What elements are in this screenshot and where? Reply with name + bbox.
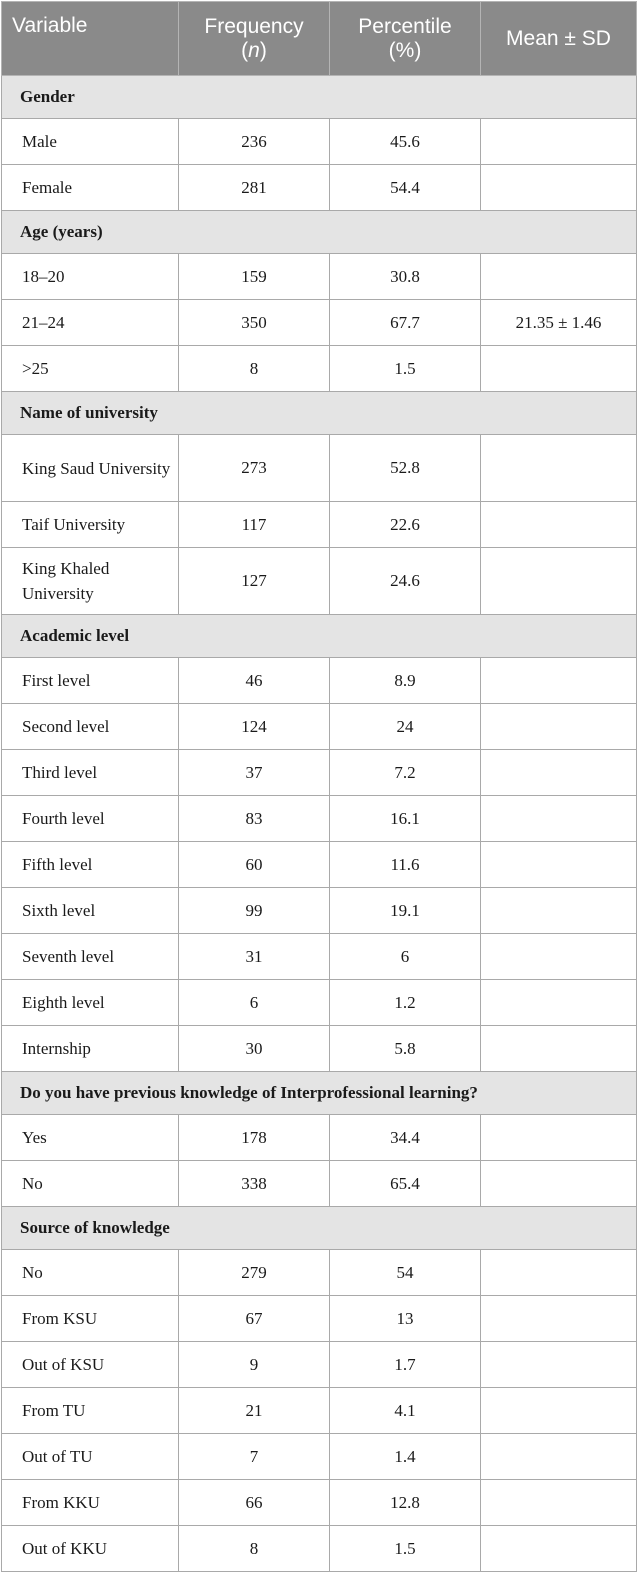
table-row [2, 1342, 637, 1388]
row-frequency: 8 [179, 346, 330, 392]
row-frequency: 279 [179, 1250, 330, 1296]
row-mean-sd [481, 502, 637, 548]
row-frequency: 127 [179, 548, 330, 615]
header-percentile-unit: (%) [388, 38, 422, 62]
table-row [2, 980, 637, 1026]
table-row [2, 750, 637, 796]
table-row [2, 658, 637, 704]
row-frequency: 60 [179, 842, 330, 888]
row-percentile: 24 [330, 704, 481, 750]
table-row [2, 704, 637, 750]
row-label: First level [2, 658, 179, 704]
header-mean-sd: Mean ± SD [481, 2, 637, 76]
row-frequency: 46 [179, 658, 330, 704]
table-row [2, 1434, 637, 1480]
row-label: Sixth level [2, 888, 179, 934]
row-percentile: 6 [330, 934, 481, 980]
row-percentile: 1.4 [330, 1434, 481, 1480]
table-row [2, 346, 637, 392]
row-mean-sd [481, 1434, 637, 1480]
row-label: Yes [2, 1115, 179, 1161]
row-frequency: 178 [179, 1115, 330, 1161]
row-label: Female [2, 165, 179, 211]
row-label: Out of KSU [2, 1342, 179, 1388]
table-row [2, 1526, 637, 1572]
table-row [2, 1115, 637, 1161]
row-percentile: 7.2 [330, 750, 481, 796]
row-mean-sd [481, 658, 637, 704]
table-row [2, 1480, 637, 1526]
row-mean-sd [481, 435, 637, 502]
row-frequency: 7 [179, 1434, 330, 1480]
row-mean-sd [481, 1161, 637, 1207]
header-percentile [330, 2, 481, 76]
row-label: From KKU [2, 1480, 179, 1526]
section-title: Gender [2, 76, 637, 119]
section-title: Academic level [2, 615, 637, 658]
header-frequency: Frequency (n) [179, 2, 330, 76]
row-percentile: 5.8 [330, 1026, 481, 1072]
table-row [2, 1161, 637, 1207]
row-mean-sd [481, 980, 637, 1026]
row-label: Male [2, 119, 179, 165]
row-percentile: 54.4 [330, 165, 481, 211]
section-row [2, 76, 637, 119]
row-frequency: 6 [179, 980, 330, 1026]
table-row [2, 548, 637, 615]
row-label: Internship [2, 1026, 179, 1072]
row-frequency: 21 [179, 1388, 330, 1434]
row-percentile: 8.9 [330, 658, 481, 704]
row-label: From KSU [2, 1296, 179, 1342]
row-frequency: 83 [179, 796, 330, 842]
row-percentile: 12.8 [330, 1480, 481, 1526]
table-header [2, 2, 637, 76]
row-frequency: 236 [179, 119, 330, 165]
row-percentile: 11.6 [330, 842, 481, 888]
row-frequency: 281 [179, 165, 330, 211]
row-mean-sd [481, 165, 637, 211]
section-row [2, 392, 637, 435]
row-percentile: 22.6 [330, 502, 481, 548]
row-percentile: 19.1 [330, 888, 481, 934]
section-row [2, 1207, 637, 1250]
row-frequency: 66 [179, 1480, 330, 1526]
section-row [2, 1072, 637, 1115]
row-mean-sd [481, 1388, 637, 1434]
table-body [2, 76, 637, 1572]
row-frequency: 67 [179, 1296, 330, 1342]
row-percentile: 16.1 [330, 796, 481, 842]
row-label: No [2, 1250, 179, 1296]
row-frequency: 273 [179, 435, 330, 502]
table-row [2, 1296, 637, 1342]
table-row [2, 1250, 637, 1296]
row-frequency: 117 [179, 502, 330, 548]
row-percentile: 24.6 [330, 548, 481, 615]
row-percentile: 1.5 [330, 346, 481, 392]
row-frequency: 37 [179, 750, 330, 796]
row-label: Out of KKU [2, 1526, 179, 1572]
row-percentile: 13 [330, 1296, 481, 1342]
section-row [2, 211, 637, 254]
row-label: King Saud University [2, 435, 179, 502]
header-frequency-label: Frequency [204, 14, 304, 38]
demographics-table [1, 1, 637, 1572]
table-row [2, 435, 637, 502]
row-percentile: 54 [330, 1250, 481, 1296]
row-mean-sd [481, 1115, 637, 1161]
row-mean-sd [481, 254, 637, 300]
row-mean-sd: 21.35 ± 1.46 [481, 300, 637, 346]
row-label: From TU [2, 1388, 179, 1434]
row-label: Fifth level [2, 842, 179, 888]
table-row [2, 1388, 637, 1434]
row-frequency: 350 [179, 300, 330, 346]
row-mean-sd [481, 842, 637, 888]
section-title: Do you have previous knowledge of Interprofessional learning? [2, 1072, 637, 1115]
row-mean-sd [481, 1342, 637, 1388]
row-label: Seventh level [2, 934, 179, 980]
row-percentile: 52.8 [330, 435, 481, 502]
table-row [2, 888, 637, 934]
row-frequency: 124 [179, 704, 330, 750]
header-frequency-n: n [248, 38, 260, 62]
table-row [2, 842, 637, 888]
row-percentile: 34.4 [330, 1115, 481, 1161]
row-mean-sd [481, 119, 637, 165]
row-mean-sd [481, 750, 637, 796]
row-mean-sd [481, 796, 637, 842]
section-title: Age (years) [2, 211, 637, 254]
row-frequency: 8 [179, 1526, 330, 1572]
row-mean-sd [481, 888, 637, 934]
row-label: Third level [2, 750, 179, 796]
row-percentile: 65.4 [330, 1161, 481, 1207]
row-percentile: 1.5 [330, 1526, 481, 1572]
table-row [2, 254, 637, 300]
row-frequency: 31 [179, 934, 330, 980]
row-frequency: 99 [179, 888, 330, 934]
row-mean-sd [481, 1526, 637, 1572]
table-row [2, 300, 637, 346]
row-frequency: 9 [179, 1342, 330, 1388]
row-percentile: 1.7 [330, 1342, 481, 1388]
table-row [2, 119, 637, 165]
row-frequency: 159 [179, 254, 330, 300]
table-row [2, 165, 637, 211]
table-row [2, 1026, 637, 1072]
header-percentile-label: Percentile [358, 14, 452, 38]
row-percentile: 4.1 [330, 1388, 481, 1434]
row-mean-sd [481, 1026, 637, 1072]
row-label: Fourth level [2, 796, 179, 842]
header-variable: Variable [2, 2, 179, 76]
row-label: Out of TU [2, 1434, 179, 1480]
row-label: Second level [2, 704, 179, 750]
row-label: No [2, 1161, 179, 1207]
section-title: Name of university [2, 392, 637, 435]
row-mean-sd [481, 346, 637, 392]
row-percentile: 30.8 [330, 254, 481, 300]
row-label: 18–20 [2, 254, 179, 300]
row-label: 21–24 [2, 300, 179, 346]
row-label: Taif University [2, 502, 179, 548]
row-percentile: 45.6 [330, 119, 481, 165]
row-mean-sd [481, 1480, 637, 1526]
row-label: >25 [2, 346, 179, 392]
row-mean-sd [481, 1296, 637, 1342]
row-mean-sd [481, 934, 637, 980]
table-row [2, 502, 637, 548]
row-percentile: 67.7 [330, 300, 481, 346]
row-mean-sd [481, 704, 637, 750]
table-row [2, 796, 637, 842]
section-title: Source of knowledge [2, 1207, 637, 1250]
row-mean-sd [481, 1250, 637, 1296]
row-frequency: 30 [179, 1026, 330, 1072]
row-frequency: 338 [179, 1161, 330, 1207]
row-label: King Khaled University [2, 548, 179, 615]
row-percentile: 1.2 [330, 980, 481, 1026]
section-row [2, 615, 637, 658]
row-mean-sd [481, 548, 637, 615]
table-row [2, 934, 637, 980]
row-label: Eighth level [2, 980, 179, 1026]
